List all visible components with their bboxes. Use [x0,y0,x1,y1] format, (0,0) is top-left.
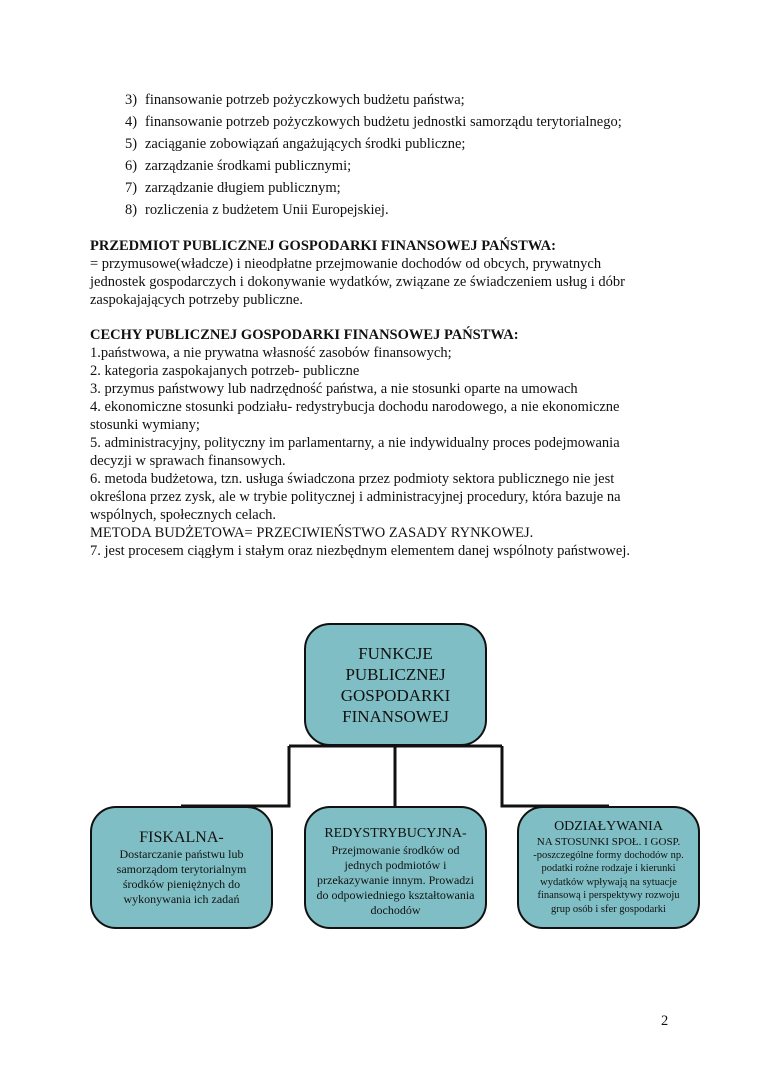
list-number: 3) [125,92,138,108]
text-line: jednostek gospodarczych i dokonywanie wydatków, związane ze świadczeniem usług i dóbr [90,274,625,290]
box-line: podatki rożne rodzaje i kierunki [541,863,676,875]
box-line: -poszczególne formy dochodów np. [533,849,684,861]
text-line: określona przez zysk, ale w trybie politycznej i administracyjnej procedury, która bazuje na [90,489,621,505]
list-number: 5) [125,136,138,152]
box-line: Dostarczanie państwu lub [119,847,244,861]
text-line: 7. jest procesem ciągłym i stałym oraz niezbędnym elementem danej wspólnoty państwowej. [90,543,630,559]
list-number: 8) [125,202,138,218]
box-fiskalna [90,806,273,929]
list-text: finansowanie potrzeb pożyczkowych budżetu państwa; [145,92,465,108]
text-line: 3. przymus państwowy lub nadrzędność państwa, a nie stosunki oparte na umowach [90,381,578,397]
box-redystrybucyjna [304,806,487,929]
box-line: jednych podmiotów i [344,858,447,872]
text-line: METODA BUDŻETOWA= PRZECIWIEŃSTWO ZASADY RYNKOWEJ. [90,525,534,541]
box-line: wydatków wpływają na sytuacje [540,876,677,888]
root-box-funkcje [304,623,487,746]
text-line: wspólnych, społecznych celach. [90,507,277,523]
connector-line [181,746,289,806]
box-line: samorządom terytorialnym [116,862,247,876]
text-line: 4. ekonomiczne stosunki podziału- redystrybucja dochodu narodowego, a nie ekonomiczne [90,399,620,415]
list-text: finansowanie potrzeb pożyczkowych budżetu jednostki samorządu terytorialnego; [145,114,622,130]
box-line: środków pieniężnych do [122,877,241,891]
list-text: zaciąganie zobowiązań angażujących środki publiczne; [145,136,466,152]
list-text: zarządzanie długiem publicznym; [145,180,341,196]
box-title: FISKALNA- [139,829,224,846]
box-line: grup osób i sfer gospodarki [551,903,666,915]
box-title: FINANSOWEJ [342,706,449,726]
list-text: rozliczenia z budżetem Unii Europejskiej. [145,202,389,218]
text-line: decyzji w sprawach finansowych. [90,453,286,469]
list-number: 4) [125,114,138,130]
text-line: = przymusowe(władcze) i nieodpłatne przejmowanie dochodów od obcych, prywatnych [90,256,602,272]
text-line: zaspokajających potrzeby publiczne. [90,292,303,308]
box-title: PUBLICZNEJ [345,664,446,684]
cechy-heading: CECHY PUBLICZNEJ GOSPODARKI FINANSOWEJ PAŃSTWA: [90,327,519,343]
box-title: ODZIAŁYWANIA [554,818,663,834]
text-line: 1.państwowa, a nie prywatna własność zasobów finansowych; [90,345,452,361]
text-line: 2. kategoria zaspokajanych potrzeb- publiczne [90,363,360,379]
connector-line [502,746,609,806]
box-title: FUNKCJE [358,643,433,663]
box-line: do odpowiedniego kształtowania [316,888,475,902]
list-text: zarządzanie środkami publicznymi; [145,158,352,174]
text-line: 5. administracyjny, polityczny im parlamentarny, a nie indywidualny proces podejmowania [90,435,620,451]
box-title: GOSPODARKI [340,685,451,705]
text-line: stosunki wymiany; [90,417,200,433]
box-line: wykonywania ich zadań [123,892,240,906]
przedmiot-heading: PRZEDMIOT PUBLICZNEJ GOSPODARKI FINANSOWEJ PAŃSTWA: [90,238,556,254]
box-subtitle: NA STOSUNKI SPOŁ. I GOSP. [536,835,681,848]
box-line: Przejmowanie środków od [331,843,460,857]
box-line: dochodów [370,903,421,917]
box-line: przekazywanie innym. Prowadzi [317,873,474,887]
box-line: finansową i perspektywy rozwoju [537,890,680,902]
page-number: 2 [661,1013,669,1029]
box-odzialywania [517,806,700,929]
list-number: 6) [125,158,138,174]
list-number: 7) [125,180,138,196]
text-line: 6. metoda budżetowa, tzn. usługa świadczona przez podmioty sektora publicznego nie jest [90,471,615,487]
box-title: REDYSTRYBUCYJNA- [324,826,467,841]
